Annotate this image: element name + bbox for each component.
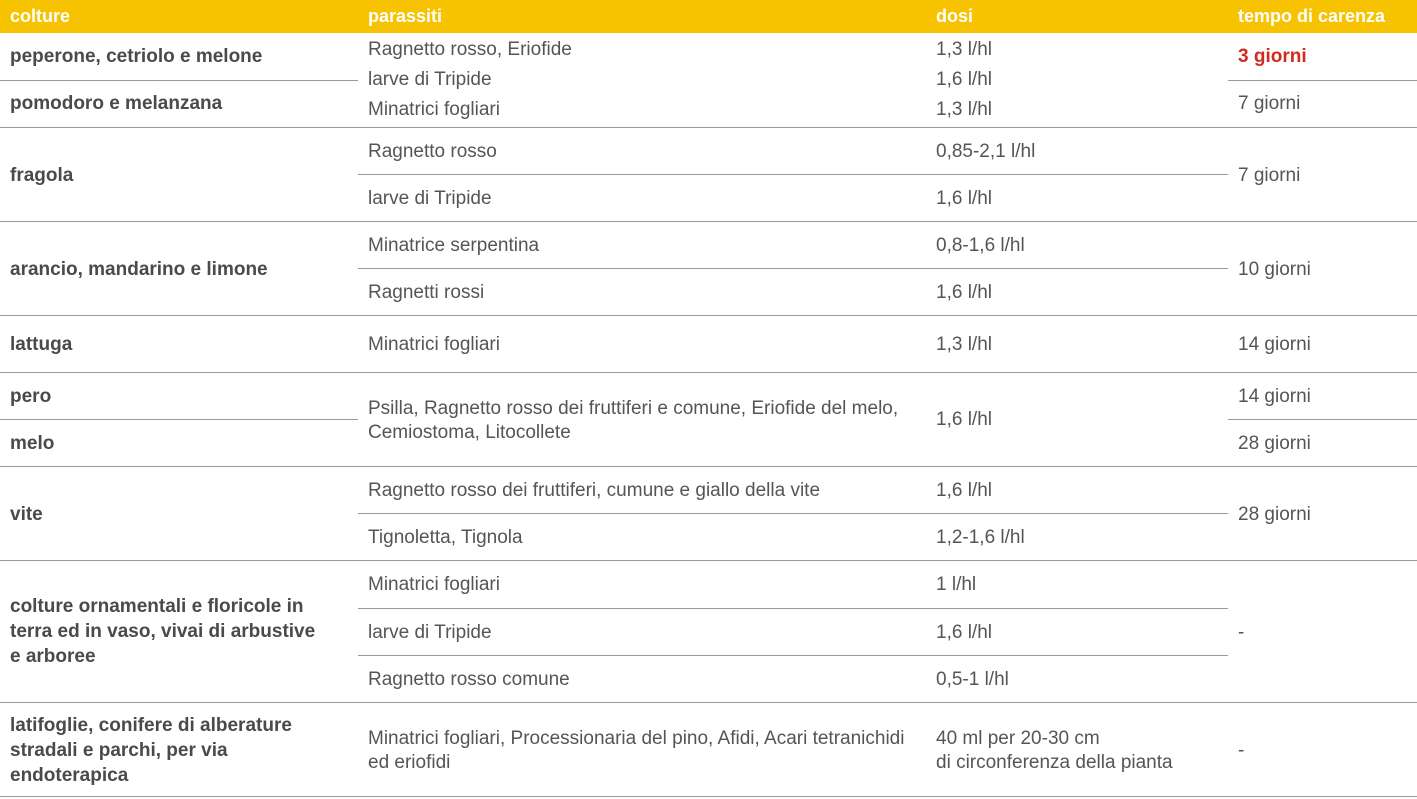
parassiti-cell: Ragnetto rosso dei fruttiferi, cumune e giallo della vite bbox=[368, 480, 821, 501]
divider bbox=[0, 560, 1417, 561]
header-parassiti: parassiti bbox=[368, 6, 443, 26]
dose-cell: 1,6 l/hl bbox=[936, 69, 992, 90]
coltura-cell: vite bbox=[10, 504, 43, 525]
divider bbox=[358, 655, 1228, 656]
dose-cell: 1,6 l/hl bbox=[936, 480, 992, 501]
parassiti-cell: Minatrici fogliari, Processionaria del pino, Afidi, Acari tetranichidi bbox=[368, 728, 905, 749]
divider bbox=[358, 268, 1228, 269]
coltura-cell: lattuga bbox=[10, 334, 73, 355]
dose-cell: 1,3 l/hl bbox=[936, 39, 992, 60]
table-header bbox=[0, 0, 1417, 33]
divider bbox=[0, 372, 1417, 373]
coltura-cell: melo bbox=[10, 433, 55, 454]
dose-cell: 1,6 l/hl bbox=[936, 282, 992, 303]
divider bbox=[0, 796, 1417, 797]
divider bbox=[0, 80, 358, 81]
coltura-cell: fragola bbox=[10, 165, 74, 186]
divider bbox=[1228, 80, 1417, 81]
carenza-cell: 7 giorni bbox=[1238, 93, 1301, 114]
carenza-cell: 28 giorni bbox=[1238, 504, 1311, 525]
divider bbox=[0, 221, 1417, 222]
dose-cell: di circonferenza della pianta bbox=[936, 752, 1173, 773]
dose-cell: 1,6 l/hl bbox=[936, 409, 992, 430]
dose-cell: 0,8-1,6 l/hl bbox=[936, 235, 1025, 256]
divider bbox=[0, 127, 1417, 128]
header-colture: colture bbox=[10, 6, 71, 26]
parassiti-cell: Minatrici fogliari bbox=[368, 574, 500, 595]
divider bbox=[0, 419, 358, 420]
header-carenza: tempo di carenza bbox=[1238, 6, 1386, 26]
carenza-cell: 14 giorni bbox=[1238, 334, 1311, 355]
parassiti-cell: larve di Tripide bbox=[368, 188, 492, 209]
dose-cell: 1,3 l/hl bbox=[936, 334, 992, 355]
dose-cell: 0,5-1 l/hl bbox=[936, 669, 1009, 690]
coltura-cell: stradali e parchi, per via bbox=[10, 740, 228, 761]
coltura-cell: colture ornamentali e floricole in bbox=[10, 596, 304, 617]
dose-cell: 1 l/hl bbox=[936, 574, 977, 595]
parassiti-cell: Ragnetti rossi bbox=[368, 282, 485, 303]
coltura-cell: latifoglie, conifere di alberature bbox=[10, 715, 292, 736]
divider bbox=[358, 608, 1228, 609]
coltura-cell: e arboree bbox=[10, 646, 96, 667]
divider bbox=[0, 315, 1417, 316]
parassiti-cell: Ragnetto rosso bbox=[368, 141, 497, 162]
coltura-cell: arancio, mandarino e limone bbox=[10, 259, 268, 280]
parassiti-cell: Ragnetto rosso comune bbox=[368, 669, 570, 690]
parassiti-cell: larve di Tripide bbox=[368, 69, 492, 90]
carenza-cell: 10 giorni bbox=[1238, 259, 1311, 280]
divider bbox=[358, 174, 1228, 175]
parassiti-cell: Ragnetto rosso, Eriofide bbox=[368, 39, 572, 60]
dose-cell: 1,6 l/hl bbox=[936, 188, 992, 209]
coltura-cell: peperone, cetriolo e melone bbox=[10, 46, 263, 67]
divider bbox=[358, 513, 1228, 514]
dose-cell: 1,3 l/hl bbox=[936, 99, 992, 120]
header-dosi: dosi bbox=[936, 6, 974, 26]
parassiti-cell: Minatrici fogliari bbox=[368, 334, 500, 355]
dose-cell: 0,85-2,1 l/hl bbox=[936, 141, 1036, 162]
carenza-cell: 3 giorni bbox=[1238, 46, 1307, 67]
dose-cell: 40 ml per 20-30 cm bbox=[936, 728, 1100, 749]
dose-cell: 1,2-1,6 l/hl bbox=[936, 527, 1025, 548]
divider bbox=[0, 466, 1417, 467]
divider bbox=[0, 702, 1417, 703]
coltura-cell: terra ed in vaso, vivai di arbustive bbox=[10, 621, 316, 642]
carenza-cell: 7 giorni bbox=[1238, 165, 1301, 186]
coltura-cell: pero bbox=[10, 386, 52, 407]
dose-cell: 1,6 l/hl bbox=[936, 622, 992, 643]
divider bbox=[1228, 419, 1417, 420]
carenza-cell: 14 giorni bbox=[1238, 386, 1311, 407]
carenza-cell: 28 giorni bbox=[1238, 433, 1311, 454]
parassiti-cell: Minatrice serpentina bbox=[368, 235, 540, 256]
coltura-cell: endoterapica bbox=[10, 765, 129, 786]
parassiti-cell: Minatrici fogliari bbox=[368, 99, 500, 120]
parassiti-cell: Psilla, Ragnetto rosso dei fruttiferi e comune, Eriofide del melo, bbox=[368, 398, 899, 419]
coltura-cell: pomodoro e melanzana bbox=[10, 93, 223, 114]
parassiti-cell: Cemiostoma, Litocollete bbox=[368, 422, 571, 443]
parassiti-cell: ed eriofidi bbox=[368, 752, 451, 773]
parassiti-cell: larve di Tripide bbox=[368, 622, 492, 643]
carenza-cell: - bbox=[1238, 622, 1245, 643]
parassiti-cell: Tignoletta, Tignola bbox=[368, 527, 523, 548]
carenza-cell: - bbox=[1238, 740, 1245, 761]
